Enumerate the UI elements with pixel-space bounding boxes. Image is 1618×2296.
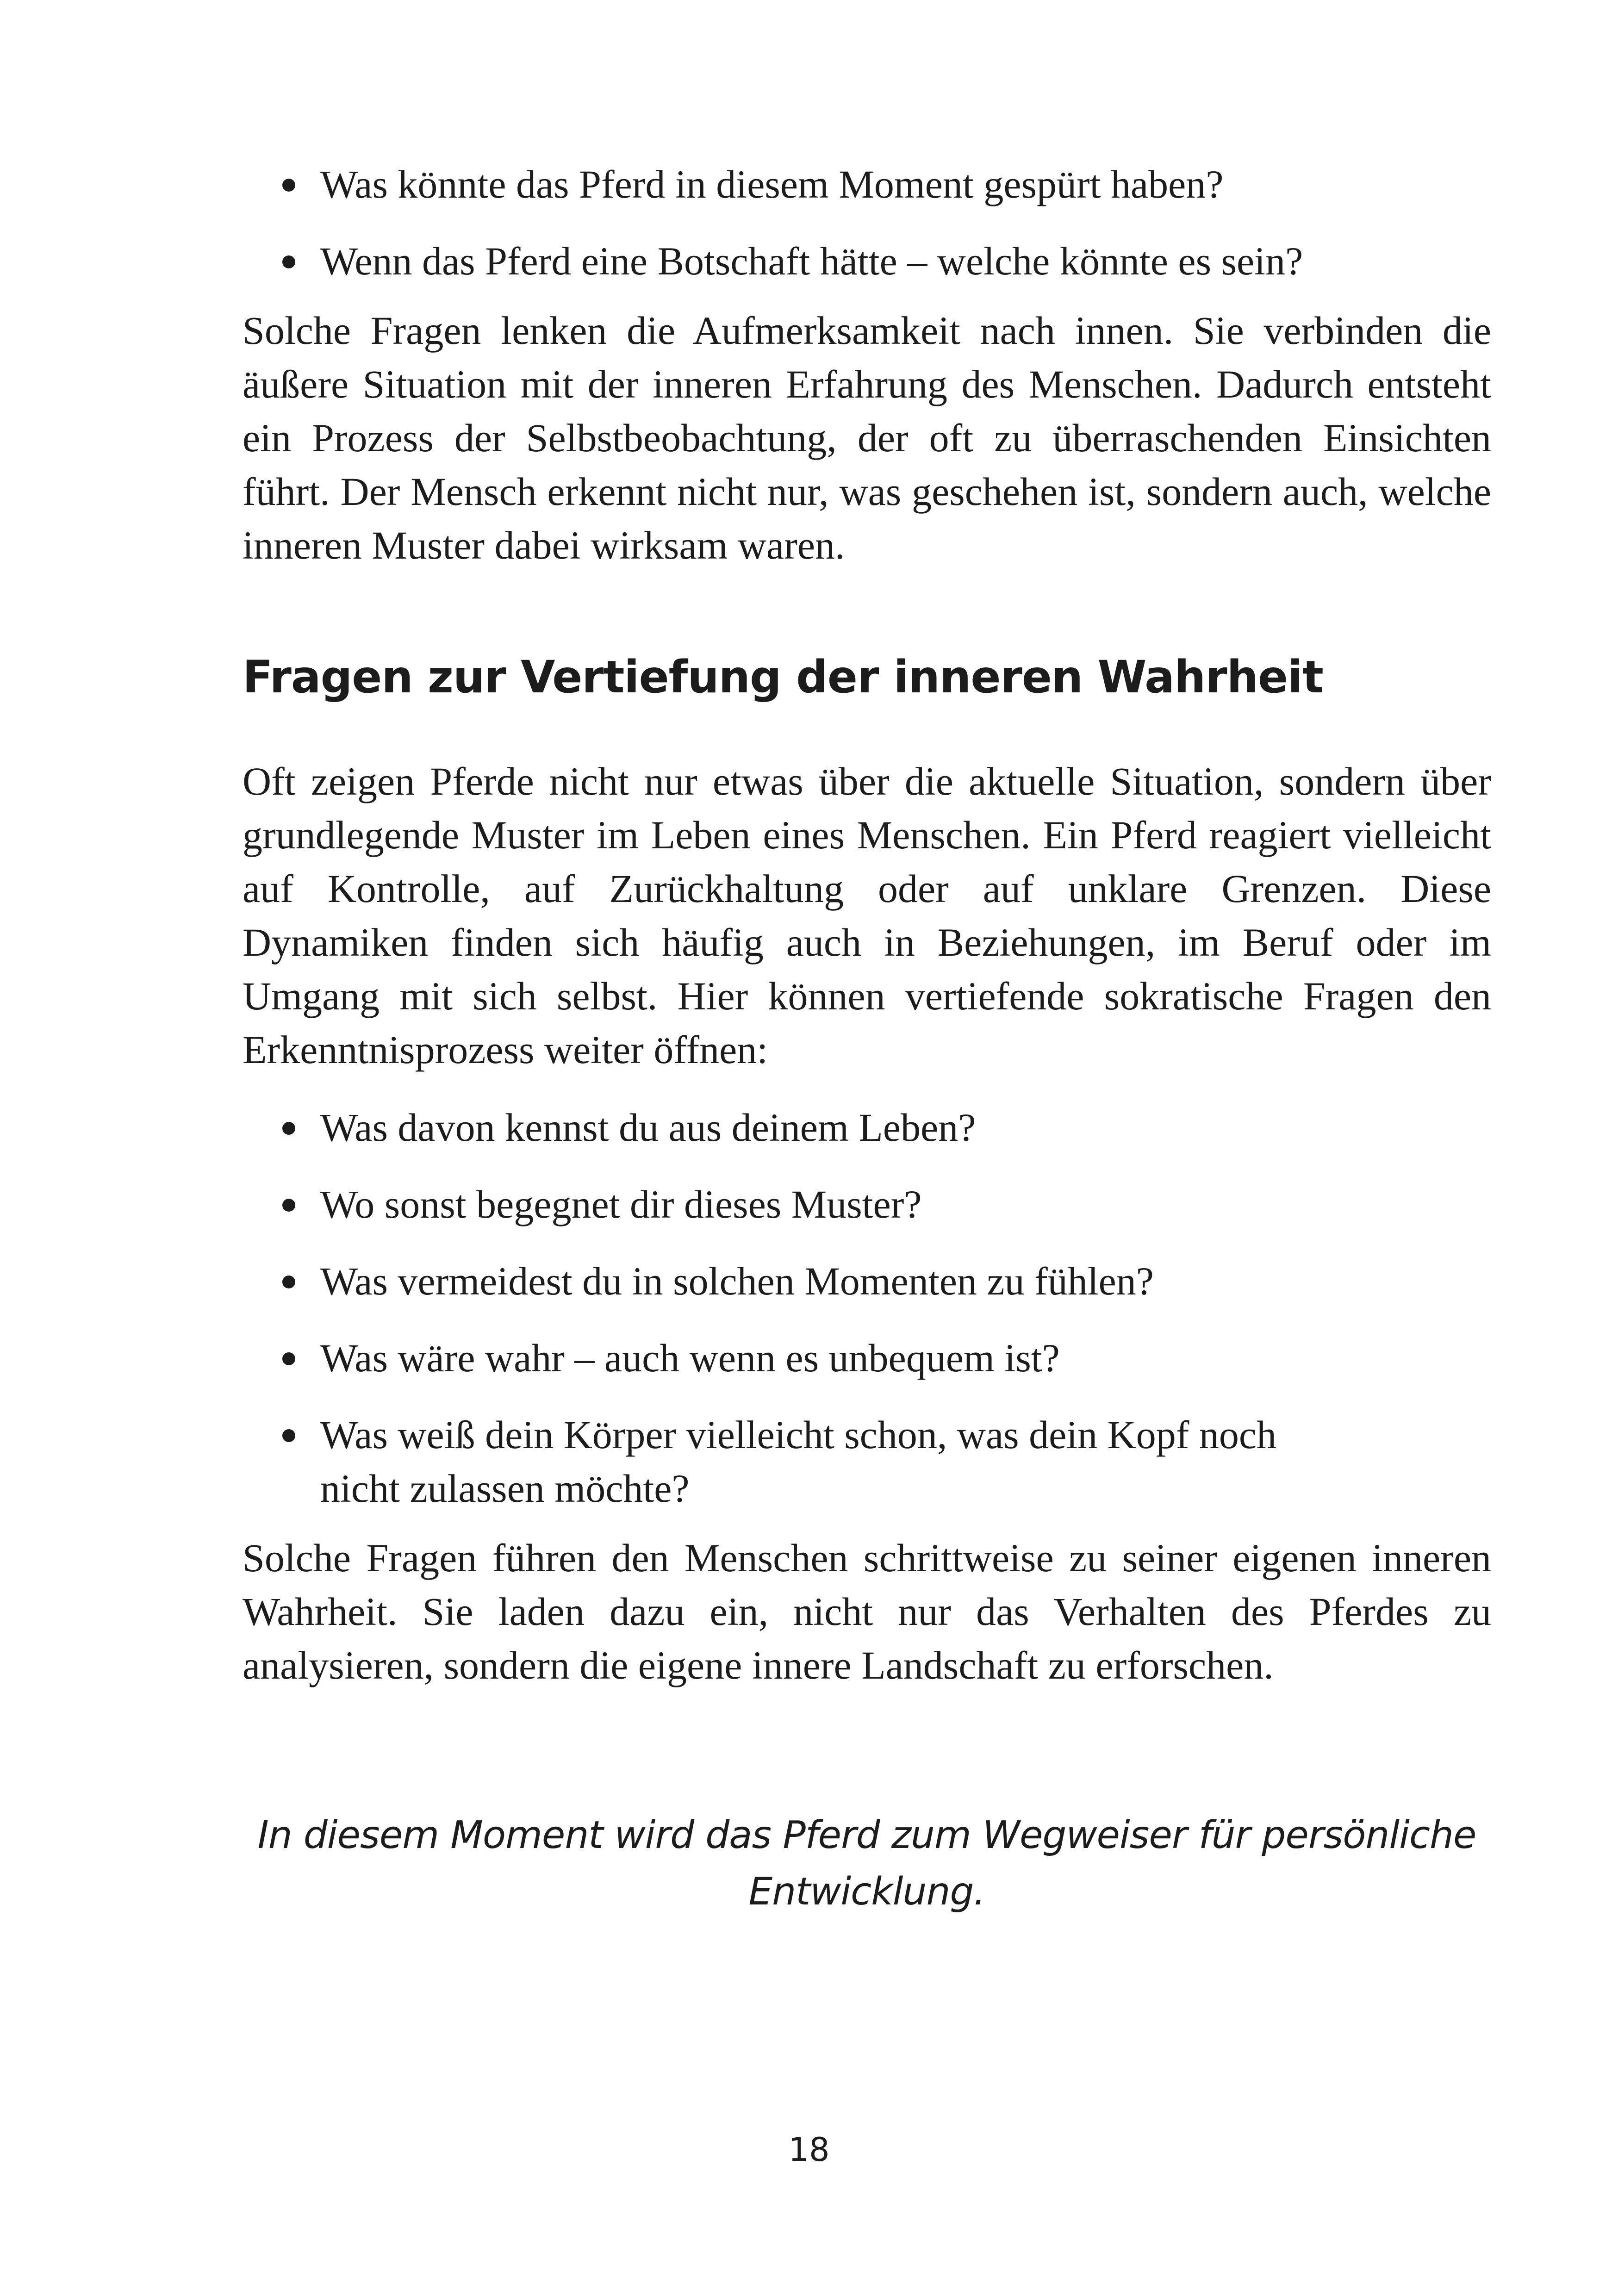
list-item — [243, 1408, 1491, 1515]
page-content — [243, 157, 1491, 1692]
list-item — [243, 1101, 1491, 1154]
list-item — [243, 157, 1491, 211]
list-item-text: Was weiß dein Körper vielleicht schon, was dein Kopf noch nicht zulassen möchte? — [320, 1412, 1277, 1511]
intro-question-list — [243, 157, 1491, 288]
bullet-icon — [282, 1122, 295, 1135]
list-item-text: Was wäre wahr – auch wenn es unbequem ist? — [320, 1336, 1060, 1380]
list-item-text: Wenn das Pferd eine Botschaft hätte – welche könnte es sein? — [320, 239, 1303, 283]
list-item — [243, 234, 1491, 288]
list-item-text: Wo sonst begegnet dir dieses Muster? — [320, 1182, 922, 1226]
list-item — [243, 1254, 1491, 1308]
list-item — [243, 1177, 1491, 1231]
bullet-icon — [282, 1352, 295, 1365]
paragraph-patterns: Oft zeigen Pferde nicht nur etwas über die aktuelle Situation, sondern über grundlegende Muster im Leben eines Menschen. Ein Pferd reagiert vielleicht auf Kontrolle, auf Zurückhaltung oder auf unklare Grenzen. Diese Dynamiken finden sich häufig auch in Beziehungen, im Beruf oder im Umgang mit sich selbst. Hier können vertiefende sokratische Fragen den Erkenntnisprozess weiter öffnen: — [243, 759, 1491, 1072]
bullet-icon — [282, 179, 295, 192]
bullet-icon — [282, 255, 295, 268]
list-item-text: Was vermeidest du in solchen Momenten zu fühlen? — [320, 1259, 1154, 1303]
section-heading: Fragen zur Vertiefung der inneren Wahrheit — [243, 651, 1323, 703]
list-item-text: Was könnte das Pferd in diesem Moment gespürt haben? — [320, 162, 1224, 206]
bullet-icon — [282, 1199, 295, 1212]
bullet-icon — [282, 1276, 295, 1288]
closing-quote: In diesem Moment wird das Pferd zum Wegweiser für persönliche Entwicklung. — [257, 1813, 1476, 1914]
bullet-icon — [282, 1429, 295, 1442]
paragraph-intro-reflection: Solche Fragen lenken die Aufmerksamkeit nach innen. Sie verbinden die äußere Situation mit der inneren Erfahrung des Menschen. Dadurch entsteht ein Prozess der Selbstbeobachtung, der oft zu überraschenden Einsichten führt. Der Mensch erkennt nicht nur, was geschehen ist, sondern auch, welche inneren Muster dabei wirksam waren. — [243, 308, 1491, 567]
list-item — [243, 1331, 1491, 1385]
paragraph-inner-truth: Solche Fragen führen den Menschen schrittweise zu seiner eigenen inneren Wahrheit. Sie laden dazu ein, nicht nur das Verhalten des Pferdes zu analysieren, sondern die eigene innere Landschaft zu erforschen. — [243, 1536, 1491, 1687]
list-item-text: Was davon kennst du aus deinem Leben? — [320, 1105, 976, 1150]
page-number: 18 — [788, 2131, 830, 2169]
deepening-question-list — [243, 1101, 1491, 1515]
